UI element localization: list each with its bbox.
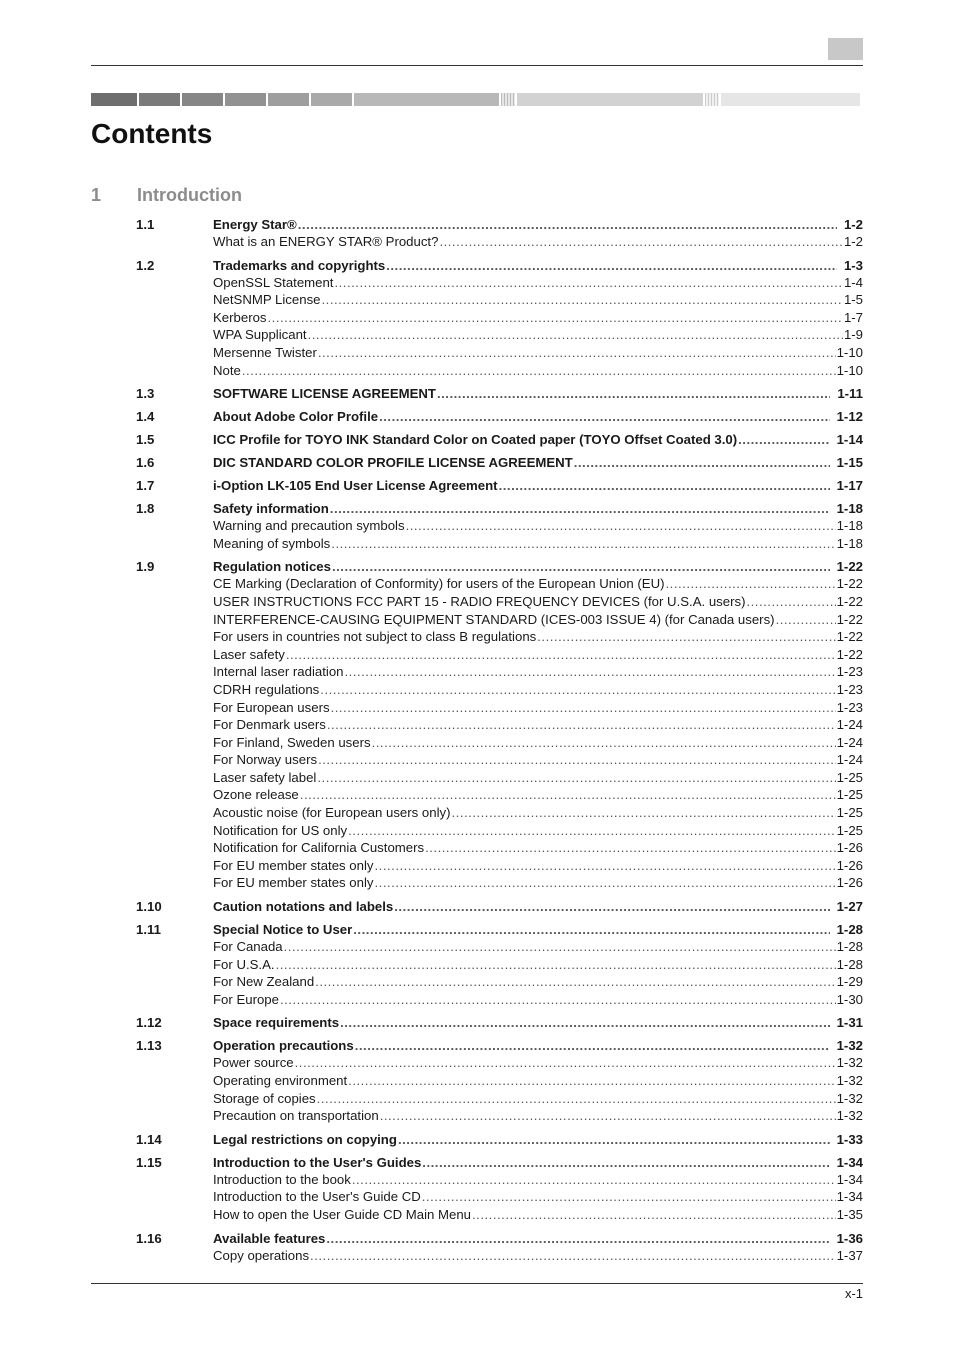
dot-leader (372, 734, 836, 752)
toc-subentry[interactable] (136, 233, 863, 251)
section-page: 1-27 (836, 899, 863, 915)
toc-subentry[interactable] (136, 956, 863, 974)
subsection-title: CDRH regulations (213, 681, 320, 697)
dot-leader (317, 1090, 836, 1108)
toc-subentry[interactable] (136, 1107, 863, 1125)
section-number: 1.11 (136, 922, 161, 938)
toc-entry[interactable] (136, 216, 863, 233)
toc-entry[interactable] (136, 921, 863, 938)
toc-section (136, 431, 863, 448)
subsection-title: Power source (213, 1055, 294, 1071)
toc-subentry[interactable] (136, 973, 863, 991)
subsection-title: Storage of copies (213, 1090, 316, 1106)
subsection-title: Precaution on transportation (213, 1108, 379, 1124)
toc-entry[interactable] (136, 1014, 863, 1031)
section-title: Introduction to the User's Guides (213, 1154, 422, 1170)
toc-subentry[interactable] (136, 344, 863, 362)
subsection-page: 1-10 (836, 362, 863, 378)
toc-entry[interactable] (136, 1037, 863, 1054)
subsection-title: For Europe (213, 991, 279, 1007)
subsection-title: For Finland, Sweden users (213, 734, 371, 750)
subsection-page: 1-32 (836, 1090, 863, 1106)
subsection-title: Ozone release (213, 787, 299, 803)
dot-leader (439, 233, 843, 251)
table-of-contents (136, 216, 863, 1270)
toc-subentry[interactable] (136, 769, 863, 787)
section-title: i-Option LK-105 End User License Agreement (213, 478, 498, 494)
subsection-page: 1-22 (836, 646, 863, 662)
dot-leader (327, 716, 836, 734)
dot-leader (331, 699, 836, 717)
subsection-page: 1-18 (836, 518, 863, 534)
toc-subentry[interactable] (136, 628, 863, 646)
subsection-page: 1-22 (836, 593, 863, 609)
toc-section (136, 500, 863, 552)
toc-subentry[interactable] (136, 1072, 863, 1090)
dot-leader (298, 216, 837, 233)
subsection-page: 1-23 (836, 664, 863, 680)
subsection-title: Notification for California Customers (213, 840, 425, 856)
dot-leader (746, 593, 835, 611)
toc-subentry[interactable] (136, 991, 863, 1009)
section-number: 1.4 (136, 409, 155, 425)
toc-subentry[interactable] (136, 593, 863, 611)
subsection-title: NetSNMP License (213, 292, 321, 308)
section-number: 1.12 (136, 1015, 162, 1031)
subsection-page: 1-2 (843, 234, 863, 249)
section-number: 1.15 (136, 1154, 162, 1170)
subsection-title: For EU member states only (213, 857, 374, 873)
toc-subentry[interactable] (136, 663, 863, 681)
section-number: 1.1 (136, 217, 155, 232)
section-title: About Adobe Color Profile (213, 409, 379, 425)
subsection-title: Copy operations (213, 1247, 310, 1263)
toc-subentry[interactable] (136, 938, 863, 956)
dot-leader (776, 611, 836, 629)
toc-subentry[interactable] (136, 1247, 863, 1265)
dot-leader (320, 681, 835, 699)
dot-leader (394, 898, 829, 915)
dot-leader (300, 786, 836, 804)
dot-leader (295, 1054, 836, 1072)
toc-section (136, 1014, 863, 1031)
subsection-page: 1-37 (836, 1247, 863, 1263)
toc-subentry[interactable] (136, 326, 863, 344)
corner-tab (828, 38, 863, 60)
toc-subentry[interactable] (136, 734, 863, 752)
dot-leader (537, 628, 835, 646)
subsection-title: What is an ENERGY STAR® Product? (213, 234, 439, 249)
toc-subentry[interactable] (136, 291, 863, 309)
dot-leader (334, 274, 842, 292)
toc-section (136, 454, 863, 471)
section-page: 1-31 (836, 1015, 863, 1031)
toc-entry[interactable] (136, 408, 863, 425)
dot-leader (386, 257, 837, 274)
toc-section (136, 257, 863, 380)
section-number: 1.8 (136, 501, 155, 517)
section-page: 1-2 (843, 217, 863, 232)
section-title: Legal restrictions on copying (213, 1131, 397, 1147)
section-page: 1-15 (836, 455, 863, 471)
dot-leader (268, 309, 843, 327)
section-title: DIC STANDARD COLOR PROFILE LICENSE AGREEMENT (213, 455, 573, 471)
subsection-title: Laser safety (213, 646, 285, 662)
section-number: 1.14 (136, 1131, 162, 1147)
section-title: Trademarks and copyrights (213, 257, 386, 273)
subsection-title: Introduction to the User's Guide CD (213, 1189, 421, 1205)
toc-subentry[interactable] (136, 751, 863, 769)
page-number: x-1 (844, 1286, 863, 1301)
subsection-title: WPA Supplicant (213, 327, 307, 343)
page-title: Contents (91, 118, 213, 149)
subsection-title: Internal laser radiation (213, 664, 344, 680)
section-number: 1.2 (136, 257, 155, 273)
toc-subentry[interactable] (136, 822, 863, 840)
subsection-page: 1-32 (836, 1073, 863, 1088)
section-title: Available features (213, 1230, 326, 1246)
toc-subentry[interactable] (136, 1206, 863, 1224)
section-number: 1.7 (136, 478, 155, 494)
dot-leader (353, 921, 829, 938)
dot-leader (379, 408, 830, 425)
section-title: Energy Star® (213, 217, 297, 232)
subsection-page: 1-22 (836, 576, 863, 592)
toc-subentry[interactable] (136, 274, 863, 292)
toc-subentry[interactable] (136, 804, 863, 822)
toc-section (136, 216, 863, 251)
toc-entry[interactable] (136, 1131, 863, 1148)
dot-leader (375, 857, 836, 875)
chapter-title: Introduction (137, 185, 242, 205)
section-page: 1-32 (836, 1038, 863, 1054)
subsection-page: 1-35 (836, 1206, 863, 1222)
header-rule (91, 65, 863, 66)
subsection-title: Notification for US only (213, 822, 348, 838)
section-title: Caution notations and labels (213, 899, 394, 915)
toc-section (136, 1230, 863, 1265)
section-title: Space requirements (213, 1015, 340, 1031)
subsection-title: For users in countries not subject to class B regulations (213, 629, 537, 645)
subsection-page: 1-9 (843, 327, 863, 343)
subsection-title: For Norway users (213, 752, 318, 768)
subsection-page: 1-29 (836, 974, 863, 990)
section-page: 1-3 (843, 257, 863, 273)
toc-subentry[interactable] (136, 786, 863, 804)
subsection-title: For U.S.A. (213, 956, 275, 972)
subsection-page: 1-4 (843, 274, 863, 290)
section-page: 1-22 (836, 559, 863, 575)
section-title: Safety information (213, 501, 329, 517)
section-page: 1-34 (836, 1154, 863, 1170)
toc-entry[interactable] (136, 1230, 863, 1247)
section-page: 1-28 (836, 922, 863, 938)
dot-leader (276, 956, 836, 974)
subsection-page: 1-5 (843, 292, 863, 308)
subsection-title: Laser safety label (213, 769, 317, 785)
toc-subentry[interactable] (136, 681, 863, 699)
dot-leader (315, 973, 835, 991)
subsection-page: 1-22 (836, 629, 863, 645)
decorative-gradient-bar (91, 93, 863, 106)
toc-entry[interactable] (136, 257, 863, 274)
subsection-title: Meaning of symbols (213, 535, 331, 551)
section-number: 1.3 (136, 386, 155, 402)
subsection-title: Warning and precaution symbols (213, 518, 405, 534)
section-title: Regulation notices (213, 559, 331, 575)
dot-leader (499, 477, 830, 494)
subsection-page: 1-25 (836, 822, 863, 838)
dot-leader (317, 769, 835, 787)
dot-leader (308, 326, 843, 344)
subsection-title: Mersenne Twister (213, 344, 317, 360)
dot-leader (242, 362, 836, 380)
dot-leader (574, 454, 830, 471)
subsection-title: USER INSTRUCTIONS FCC PART 15 - RADIO FREQUENCY DEVICES (for U.S.A. users) (213, 593, 746, 609)
section-number: 1.16 (136, 1230, 162, 1246)
subsection-page: 1-25 (836, 787, 863, 803)
dot-leader (348, 822, 835, 840)
toc-entry[interactable] (136, 431, 863, 448)
dot-leader (318, 751, 836, 769)
toc-entry[interactable] (136, 558, 863, 575)
toc-entry[interactable] (136, 477, 863, 494)
subsection-title: For New Zealand (213, 974, 315, 990)
toc-section (136, 477, 863, 494)
subsection-page: 1-23 (836, 699, 863, 715)
toc-subentry[interactable] (136, 1188, 863, 1206)
section-title: ICC Profile for TOYO INK Standard Color on Coated paper (TOYO Offset Coated 3.0) (213, 432, 738, 448)
toc-subentry[interactable] (136, 517, 863, 535)
subsection-title: CE Marking (Declaration of Conformity) for users of the European Union (EU) (213, 576, 665, 592)
section-number: 1.6 (136, 455, 155, 471)
toc-subentry[interactable] (136, 1171, 863, 1189)
dot-leader (284, 938, 836, 956)
dot-leader (406, 517, 836, 535)
subsection-page: 1-25 (836, 805, 863, 821)
toc-subentry[interactable] (136, 309, 863, 327)
section-number: 1.5 (136, 432, 155, 448)
section-number: 1.10 (136, 899, 162, 915)
subsection-page: 1-24 (836, 717, 863, 733)
dot-leader (340, 1014, 830, 1031)
subsection-title: Introduction to the book (213, 1171, 351, 1187)
dot-leader (352, 1171, 836, 1189)
subsection-title: Kerberos (213, 309, 267, 325)
subsection-page: 1-18 (836, 535, 863, 551)
subsection-title: For EU member states only (213, 875, 374, 891)
toc-section (136, 558, 863, 892)
dot-leader (326, 1230, 829, 1247)
subsection-page: 1-10 (836, 344, 863, 360)
subsection-title: For Canada (213, 939, 283, 955)
subsection-page: 1-24 (836, 752, 863, 768)
subsection-page: 1-26 (836, 840, 863, 856)
subsection-page: 1-23 (836, 681, 863, 697)
dot-leader (280, 991, 836, 1009)
toc-subentry[interactable] (136, 1090, 863, 1108)
section-page: 1-36 (836, 1230, 863, 1246)
subsection-title: Note (213, 362, 241, 378)
toc-subentry[interactable] (136, 362, 863, 380)
toc-entry[interactable] (136, 385, 863, 402)
dot-leader (437, 385, 830, 402)
dot-leader (286, 646, 836, 664)
dot-leader (344, 663, 835, 681)
toc-entry[interactable] (136, 898, 863, 915)
dot-leader (738, 431, 829, 448)
toc-subentry[interactable] (136, 611, 863, 629)
section-page: 1-14 (836, 432, 863, 448)
dot-leader (355, 1037, 830, 1054)
subsection-page: 1-28 (836, 939, 863, 955)
subsection-page: 1-32 (836, 1108, 863, 1124)
section-page: 1-17 (836, 478, 863, 494)
toc-subentry[interactable] (136, 575, 863, 593)
section-page: 1-33 (836, 1131, 863, 1147)
section-page: 1-12 (836, 409, 863, 425)
dot-leader (331, 535, 835, 553)
dot-leader (310, 1247, 836, 1265)
subsection-title: For European users (213, 699, 330, 715)
toc-section (136, 1131, 863, 1148)
section-page: 1-18 (836, 501, 863, 517)
subsection-page: 1-30 (836, 991, 863, 1007)
toc-section (136, 408, 863, 425)
dot-leader (380, 1107, 836, 1125)
subsection-page: 1-25 (836, 769, 863, 785)
subsection-title: OpenSSL Statement (213, 274, 334, 290)
chapter-number: 1 (91, 185, 102, 205)
subsection-title: Acoustic noise (for European users only) (213, 805, 451, 821)
subsection-title: INTERFERENCE-CAUSING EQUIPMENT STANDARD (ICES-003 ISSUE 4) (for Canada users) (213, 611, 775, 627)
toc-section (136, 921, 863, 1008)
toc-entry[interactable] (136, 1154, 863, 1171)
section-number: 1.13 (136, 1038, 162, 1054)
toc-section (136, 1037, 863, 1124)
section-page: 1-11 (837, 386, 863, 402)
section-title: SOFTWARE LICENSE AGREEMENT (213, 386, 436, 402)
dot-leader (330, 500, 830, 517)
dot-leader (422, 1188, 836, 1206)
toc-subentry[interactable] (136, 699, 863, 717)
chapter-heading (91, 185, 242, 206)
toc-subentry[interactable] (136, 535, 863, 553)
toc-subentry[interactable] (136, 716, 863, 734)
dot-leader (398, 1131, 830, 1148)
dot-leader (322, 291, 843, 309)
subsection-page: 1-34 (836, 1171, 863, 1187)
subsection-page: 1-34 (836, 1189, 863, 1205)
subsection-title: Operating environment (213, 1073, 348, 1088)
toc-entry[interactable] (136, 500, 863, 517)
toc-section (136, 898, 863, 915)
dot-leader (472, 1206, 836, 1224)
toc-section (136, 385, 863, 402)
subsection-page: 1-32 (836, 1055, 863, 1071)
footer-rule (91, 1283, 863, 1284)
subsection-page: 1-7 (843, 309, 863, 325)
toc-subentry[interactable] (136, 646, 863, 664)
toc-subentry[interactable] (136, 874, 863, 892)
subsection-page: 1-24 (836, 734, 863, 750)
dot-leader (318, 344, 836, 362)
subsection-page: 1-28 (836, 956, 863, 972)
toc-entry[interactable] (136, 454, 863, 471)
dot-leader (348, 1072, 835, 1090)
toc-subentry[interactable] (136, 839, 863, 857)
dot-leader (425, 839, 836, 857)
subsection-page: 1-22 (836, 611, 863, 627)
toc-section (136, 1154, 863, 1224)
subsection-page: 1-26 (836, 875, 863, 891)
dot-leader (422, 1154, 829, 1171)
section-title: Special Notice to User (213, 922, 353, 938)
toc-subentry[interactable] (136, 857, 863, 875)
subsection-title: How to open the User Guide CD Main Menu (213, 1206, 472, 1222)
dot-leader (666, 575, 836, 593)
dot-leader (375, 874, 836, 892)
section-number: 1.9 (136, 559, 155, 575)
dot-leader (452, 804, 836, 822)
section-title: Operation precautions (213, 1038, 354, 1054)
dot-leader (332, 558, 830, 575)
subsection-page: 1-26 (836, 857, 863, 873)
subsection-title: For Denmark users (213, 717, 326, 733)
toc-subentry[interactable] (136, 1054, 863, 1072)
